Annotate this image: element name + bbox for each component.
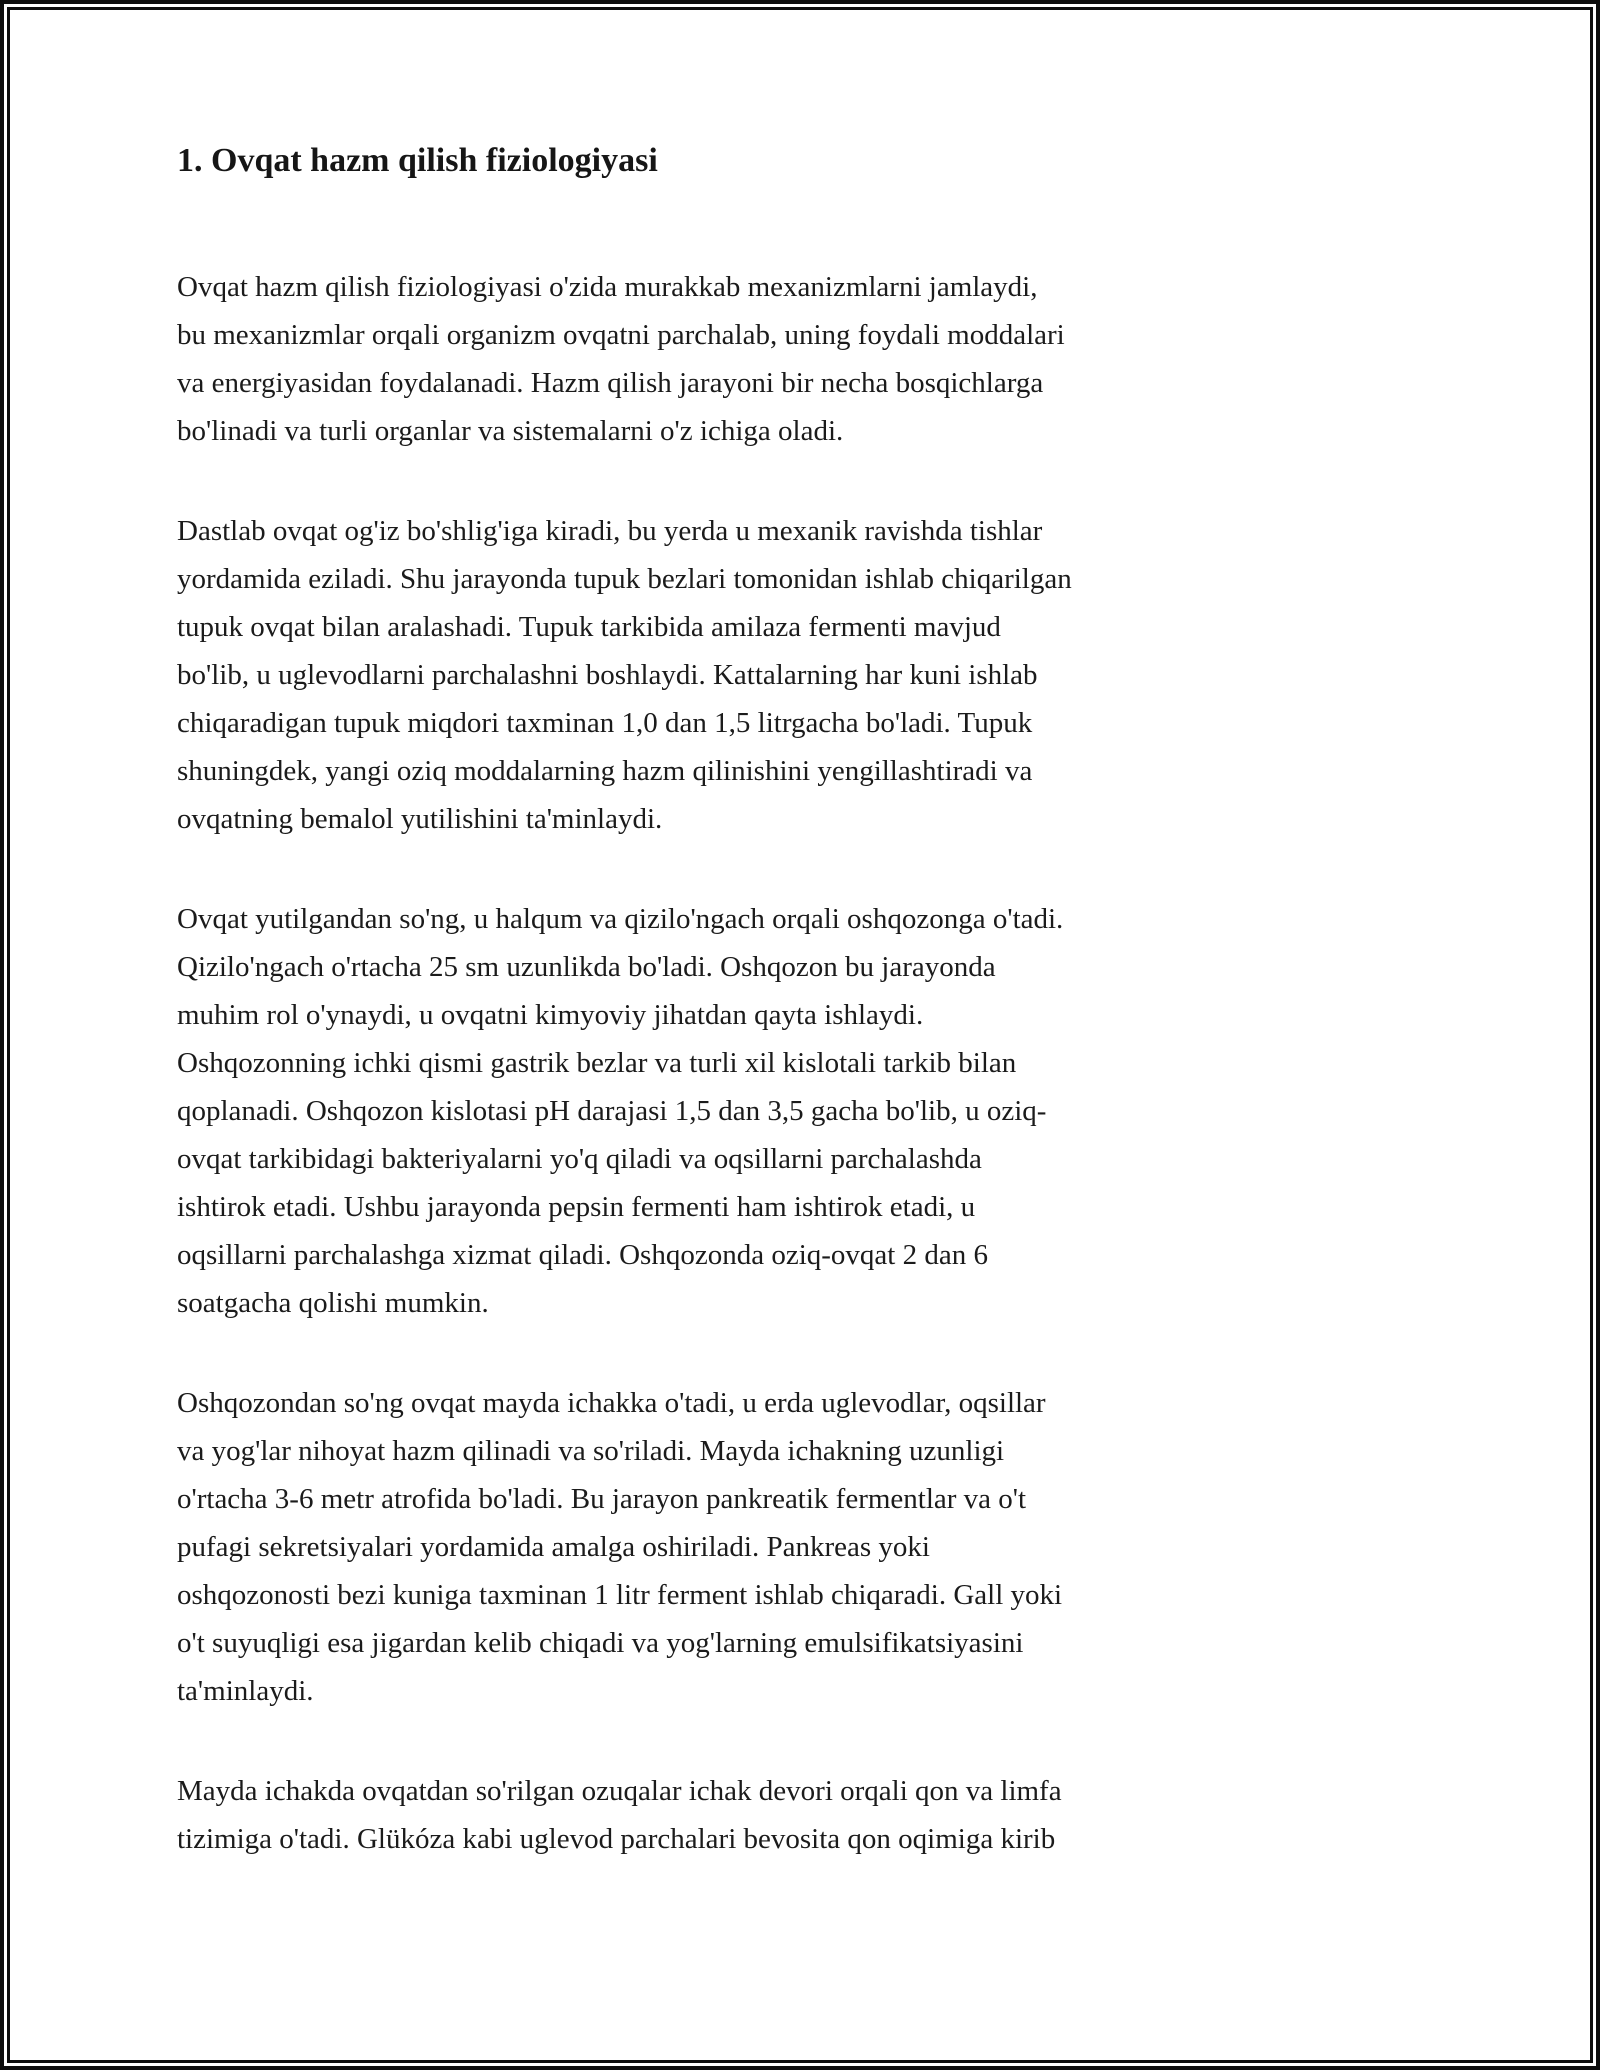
page-title: 1. Ovqat hazm qilish fiziologiyasi bbox=[177, 142, 658, 179]
body-paragraph-3: Ovqat yutilgandan so'ng, u halqum va qizilo'ngach orqali oshqozonga o'tadi. Qizilo'ngach o'rtacha 25 sm uzunlikda bo'ladi. Oshqozon bu jarayonda muhim rol o'ynaydi, u ovqatni kimyoviy jihatdan qayta ishlaydi. Oshqozonning ichki qismi gastrik bezlar va turli xil kislotali tarkib bilan qoplanadi. Oshqozon kislotasi pH darajasi 1,5 dan 3,5 gacha bo'lib, u oziq- ovqat tarkibidagi bakteriyalarni yo'q qiladi va oqsillarni parchalashda ishtirok etadi. Ushbu jarayonda pepsin fermenti ham ishtirok etadi, u oqsillarni parchalashga xizmat qiladi. Oshqozonda oziq-ovqat 2 dan 6 soatgacha qolishi mumkin. bbox=[177, 902, 1064, 1319]
body-paragraph-5: Mayda ichakda ovqatdan so'rilgan ozuqalar ichak devori orqali qon va limfa tizimiga o'tadi. Glükóza kabi uglevod parchalari bevosita qon oqimiga kirib bbox=[177, 1774, 1062, 1855]
body-paragraph-4: Oshqozondan so'ng ovqat mayda ichakka o'tadi, u erda uglevodlar, oqsillar va yog'lar nihoyat hazm qilinadi va so'riladi. Mayda ichakning uzunligi o'rtacha 3-6 metr atrofida bo'ladi. Bu jarayon pankreatik fermentlar va o't pufagi sekretsiyalari yordamida amalga oshiriladi. Pankreas yoki oshqozonosti bezi kuniga taxminan 1 litr ferment ishlab chiqaradi. Gall yoki o't suyuqligi esa jigardan kelib chiqadi va yog'larning emulsifikatsiyasini ta'minlaydi. bbox=[177, 1386, 1063, 1707]
body-paragraph-2: Dastlab ovqat og'iz bo'shlig'iga kiradi, bu yerda u mexanik ravishda tishlar yordamida eziladi. Shu jarayonda tupuk bezlari tomonidan ishlab chiqarilgan tupuk ovqat bilan aralashadi. Tupuk tarkibida amilaza fermenti mavjud bo'lib, u uglevodlarni parchalashni boshlaydi. Kattalarning har kuni ishlab chiqaradigan tupuk miqdori taxminan 1,0 dan 1,5 litrgacha bo'ladi. Tupuk shuningdek, yangi oziq moddalarning hazm qilinishini yengillashtiradi va ovqatning bemalol yutilishini ta'minlaydi. bbox=[177, 514, 1072, 835]
body-paragraph-1: Ovqat hazm qilish fiziologiyasi o'zida murakkab mexanizmlarni jamlaydi, bu mexanizmlar orqali organizm ovqatni parchalab, uning foydali moddalari va energiyasidan foydalanadi. Hazm qilish jarayoni bir necha bosqichlarga bo'linadi va turli organlar va sistemalarni o'z ichiga oladi. bbox=[177, 270, 1065, 447]
page-content bbox=[10, 10, 1590, 1863]
page-border-frame bbox=[7, 7, 1593, 2063]
